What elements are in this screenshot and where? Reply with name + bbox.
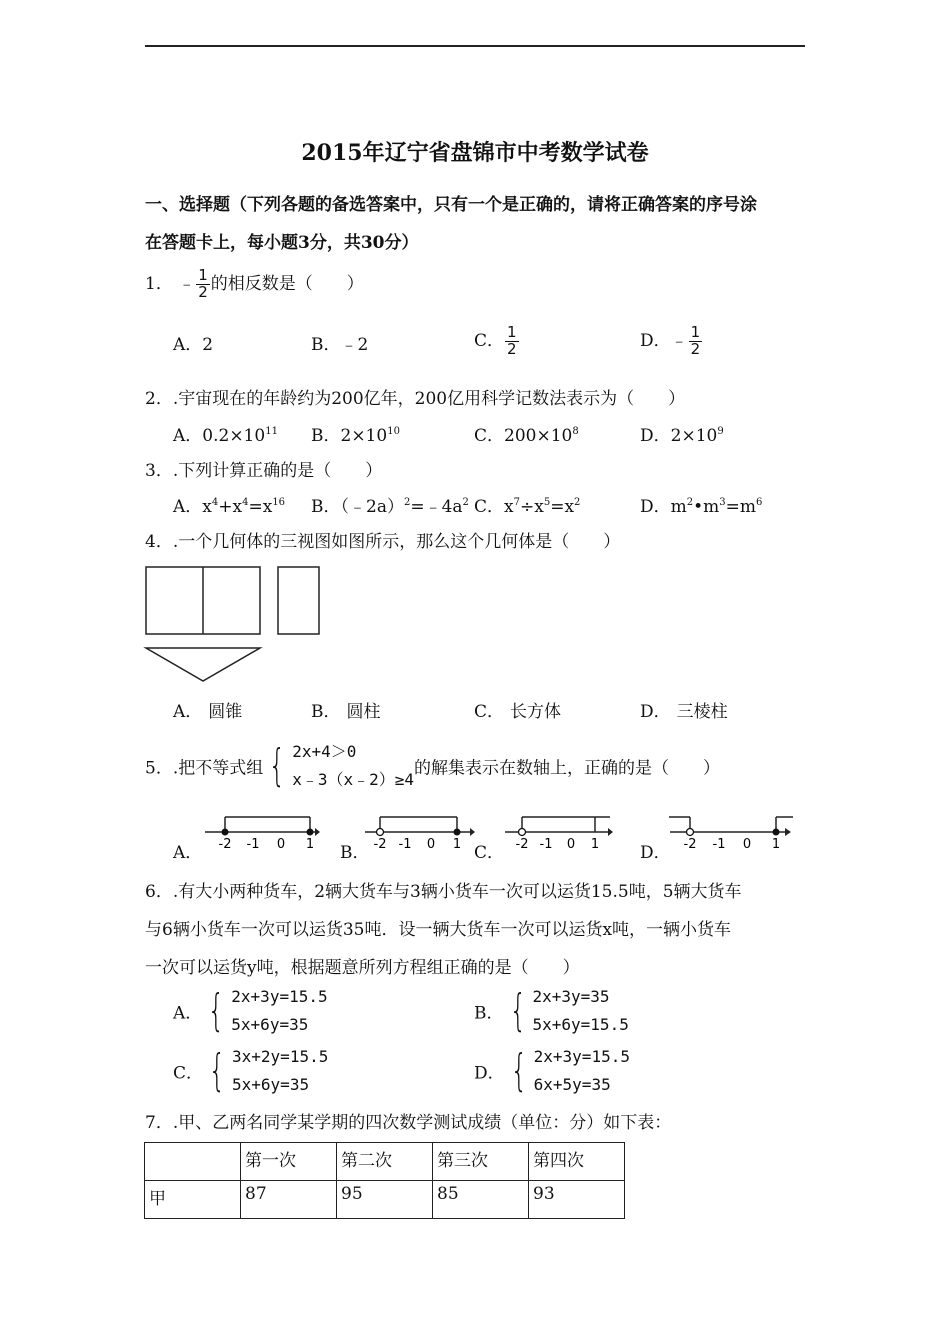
exp: 5 — [543, 497, 551, 508]
axis-arrow — [608, 828, 613, 836]
q5-numberline-c — [500, 812, 620, 854]
brace-icon: { — [268, 740, 286, 791]
option-label: B． — [311, 335, 341, 355]
eq-line: 5x+6y=35 — [232, 1075, 310, 1094]
question-6-line1: 6．.有大小两种货车，2辆大货车与3辆小货车一次可以运货15.5吨，5辆大货车 — [145, 882, 742, 902]
term: ÷x — [519, 497, 544, 517]
q1-neg: ﹣ — [178, 273, 196, 294]
option-value: 三棱柱 — [676, 702, 728, 722]
option-label: B． — [311, 497, 341, 517]
frac-den: 2 — [507, 339, 517, 358]
axis-arrow — [315, 828, 320, 836]
q1-number: 1． — [145, 273, 173, 294]
q1-text: 的相反数是（ ） — [210, 273, 364, 294]
exp: 2 — [462, 497, 469, 508]
option-label: B． — [474, 1003, 504, 1024]
top-view — [146, 648, 260, 681]
tick-label: -1 — [712, 837, 726, 852]
option-exp: 8 — [572, 426, 579, 437]
option-label: B． — [311, 426, 341, 446]
tick-label: 0 — [742, 837, 752, 852]
eq-line: 6x+5y=35 — [533, 1075, 611, 1094]
closed-dot — [773, 829, 780, 836]
brace-icon: { — [207, 985, 225, 1036]
q5-suffix: 的解集表示在数轴上，正确的是（ ） — [414, 758, 721, 779]
q3-option-d[interactable] — [640, 492, 762, 517]
equation-system — [203, 1043, 328, 1099]
frac-num: 1 — [507, 323, 517, 341]
exp: 7 — [513, 497, 520, 508]
tick-label: -2 — [218, 837, 232, 852]
table-cell: 95 — [337, 1181, 433, 1219]
page-title: 2015年辽宁省盘锦市中考数学试卷 — [301, 140, 649, 166]
option-label: C． — [474, 330, 505, 351]
q1-option-a[interactable] — [173, 330, 213, 355]
option-exp: 10 — [387, 426, 400, 437]
question-3: 3．.下列计算正确的是（ ） — [145, 461, 383, 481]
option-label: C． — [474, 702, 505, 722]
closed-dot — [307, 829, 314, 836]
section-heading-line1: 一、选择题（下列各题的备选答案中，只有一个是正确的，请将正确答案的序号涂 — [145, 195, 757, 215]
tick-label: 0 — [426, 837, 436, 852]
exp: 2 — [686, 497, 694, 508]
brace-icon: { — [510, 1045, 528, 1096]
option-label: C． — [474, 497, 505, 517]
tick-label: 1 — [771, 837, 781, 852]
q1-frac-den: 2 — [198, 282, 208, 301]
sys-line: x﹣3（x﹣2）≥4 — [292, 770, 415, 789]
term: x — [504, 497, 514, 517]
q6-option-b[interactable] — [474, 983, 629, 1039]
question-1 — [145, 268, 364, 301]
eq-line: 2x+3y=15.5 — [533, 1047, 630, 1066]
option-label: D． — [640, 497, 671, 517]
table-cell: 第三次 — [433, 1143, 529, 1181]
three-view-figure — [140, 562, 330, 688]
section-heading-line2: 在答题卡上，每小题3分，共30分） — [145, 233, 419, 253]
q3-option-b[interactable] — [311, 492, 469, 517]
q3-option-c[interactable] — [474, 492, 580, 517]
exp: 4 — [211, 497, 219, 508]
tick-label: 1 — [590, 837, 600, 852]
tick-label: -2 — [515, 837, 529, 852]
option-base: 200×10 — [504, 426, 573, 446]
option-label: A． — [173, 335, 203, 355]
q5-option-a-label[interactable]: A． — [173, 843, 203, 863]
q2-option-d[interactable] — [640, 421, 724, 446]
q5-inequality-system — [263, 738, 414, 794]
question-4: 4．.一个几何体的三视图如图所示，那么这个几何体是（ ） — [145, 532, 621, 552]
term: =x — [550, 497, 575, 517]
equation-system — [202, 983, 327, 1039]
closed-dot — [222, 829, 229, 836]
axis-arrow — [470, 828, 475, 836]
frac-den: 2 — [690, 339, 701, 358]
q1-fraction — [196, 268, 210, 301]
option-base: 2×10 — [670, 426, 718, 446]
q4-option-d[interactable] — [640, 697, 728, 722]
option-value: 2 — [202, 335, 214, 355]
term: =m — [725, 497, 757, 517]
q5-prefix: 5．.把不等式组 — [145, 758, 264, 779]
q4-option-b[interactable] — [311, 697, 381, 722]
q2-option-b[interactable] — [311, 421, 400, 446]
equation-system — [505, 1043, 630, 1099]
option-value: ﹣2 — [340, 335, 369, 355]
q1-option-b[interactable] — [311, 330, 368, 355]
open-dot — [377, 829, 384, 836]
table-cell: 第一次 — [241, 1143, 337, 1181]
q2-option-c[interactable] — [474, 421, 579, 446]
q1-option-d[interactable] — [640, 325, 703, 358]
eq-line: 2x+3y=15.5 — [231, 987, 328, 1006]
term: •m — [693, 497, 720, 517]
q5-numberline-a — [200, 812, 320, 854]
header-rule — [145, 45, 805, 47]
sys-line: 2x+4＞0 — [292, 742, 357, 761]
q5-numberline-b — [360, 812, 480, 854]
exp: 16 — [272, 497, 286, 508]
q5-option-b-label[interactable]: B． — [340, 843, 370, 863]
option-exp: 11 — [265, 426, 278, 437]
q6-option-a[interactable] — [173, 983, 328, 1039]
frac-num: 1 — [690, 323, 701, 341]
option-fraction — [689, 325, 703, 358]
tick-label: -1 — [539, 837, 553, 852]
q5-numberline-d — [665, 812, 795, 854]
option-label: A． — [173, 497, 203, 517]
table-row — [145, 1181, 625, 1219]
option-value: 长方体 — [510, 702, 562, 722]
term: m — [670, 497, 687, 517]
table-cell: 第四次 — [529, 1143, 625, 1181]
tick-label: -2 — [683, 837, 697, 852]
open-dot — [687, 829, 694, 836]
option-label: D． — [640, 702, 671, 722]
exp: 4 — [242, 497, 249, 508]
term: =﹣4a — [410, 497, 463, 517]
q5-option-c-label[interactable]: C． — [474, 843, 505, 863]
closed-dot — [454, 829, 461, 836]
option-label: A． — [173, 426, 203, 446]
side-view — [278, 567, 319, 634]
option-exp: 9 — [717, 426, 724, 437]
term: =x — [248, 497, 273, 517]
table-cell: 甲 — [145, 1181, 241, 1219]
score-table — [144, 1142, 625, 1219]
table-cell: 85 — [433, 1181, 529, 1219]
table-cell — [145, 1143, 241, 1181]
eq-line: 3x+2y=15.5 — [232, 1047, 329, 1066]
option-label: D． — [640, 330, 671, 351]
q1-option-c[interactable] — [474, 325, 520, 358]
q5-option-d-label[interactable]: D． — [640, 843, 671, 863]
term: +x — [218, 497, 243, 517]
exp: 2 — [574, 497, 581, 508]
tick-label: 1 — [305, 837, 315, 852]
option-fraction — [505, 325, 519, 358]
q2-option-a[interactable] — [173, 421, 278, 446]
question-7: 7．.甲、乙两名同学某学期的四次数学测试成绩（单位：分）如下表： — [145, 1113, 672, 1133]
tick-label: -1 — [398, 837, 412, 852]
tick-label: -2 — [373, 837, 387, 852]
exp: 3 — [719, 497, 726, 508]
tick-label: 0 — [566, 837, 576, 852]
q1-frac-num: 1 — [198, 266, 208, 284]
eq-line: 2x+3y=35 — [532, 987, 610, 1006]
eq-line: 5x+6y=15.5 — [532, 1015, 629, 1034]
option-label: A． — [173, 1003, 203, 1024]
table-cell: 87 — [241, 1181, 337, 1219]
term: x — [202, 497, 212, 517]
option-label: C． — [173, 1063, 204, 1084]
question-5 — [145, 738, 720, 794]
q4-option-a[interactable] — [173, 697, 242, 722]
option-label: D． — [474, 1063, 505, 1084]
eq-line: 5x+6y=35 — [231, 1015, 309, 1034]
q6-option-c[interactable] — [173, 1043, 328, 1099]
option-label: D． — [640, 426, 671, 446]
brace-icon: { — [208, 1045, 226, 1096]
term: （﹣2a） — [340, 497, 404, 517]
q6-option-d[interactable] — [474, 1043, 630, 1099]
question-6-line2: 与6辆小货车一次可以运货35吨．设一辆大货车一次可以运货x吨，一辆小货车 — [145, 920, 732, 940]
table-cell: 93 — [529, 1181, 625, 1219]
axis-arrow — [785, 828, 791, 836]
exp: 6 — [756, 497, 763, 508]
question-2: 2．.宇宙现在的年龄约为200亿年，200亿用科学记数法表示为（ ） — [145, 389, 686, 409]
question-6-line3: 一次可以运货y吨，根据题意所列方程组正确的是（ ） — [145, 958, 580, 978]
table-header-row — [145, 1143, 625, 1181]
option-label: A． — [173, 702, 203, 722]
equation-system — [504, 983, 629, 1039]
q4-option-c[interactable] — [474, 697, 561, 722]
option-value: 圆锥 — [208, 702, 243, 722]
tick-label: 0 — [276, 837, 286, 852]
option-base: 0.2×10 — [202, 426, 266, 446]
option-base: 2×10 — [340, 426, 388, 446]
tick-label: -1 — [246, 837, 260, 852]
option-value: 圆柱 — [346, 702, 381, 722]
exp: 2 — [403, 497, 411, 508]
option-neg: ﹣ — [670, 330, 688, 351]
brace-icon: { — [509, 985, 526, 1036]
table-cell: 第二次 — [337, 1143, 433, 1181]
q3-option-a[interactable] — [173, 492, 285, 517]
tick-label: 1 — [452, 837, 462, 852]
option-label: B． — [311, 702, 341, 722]
open-dot — [519, 829, 526, 836]
option-label: C． — [474, 426, 505, 446]
